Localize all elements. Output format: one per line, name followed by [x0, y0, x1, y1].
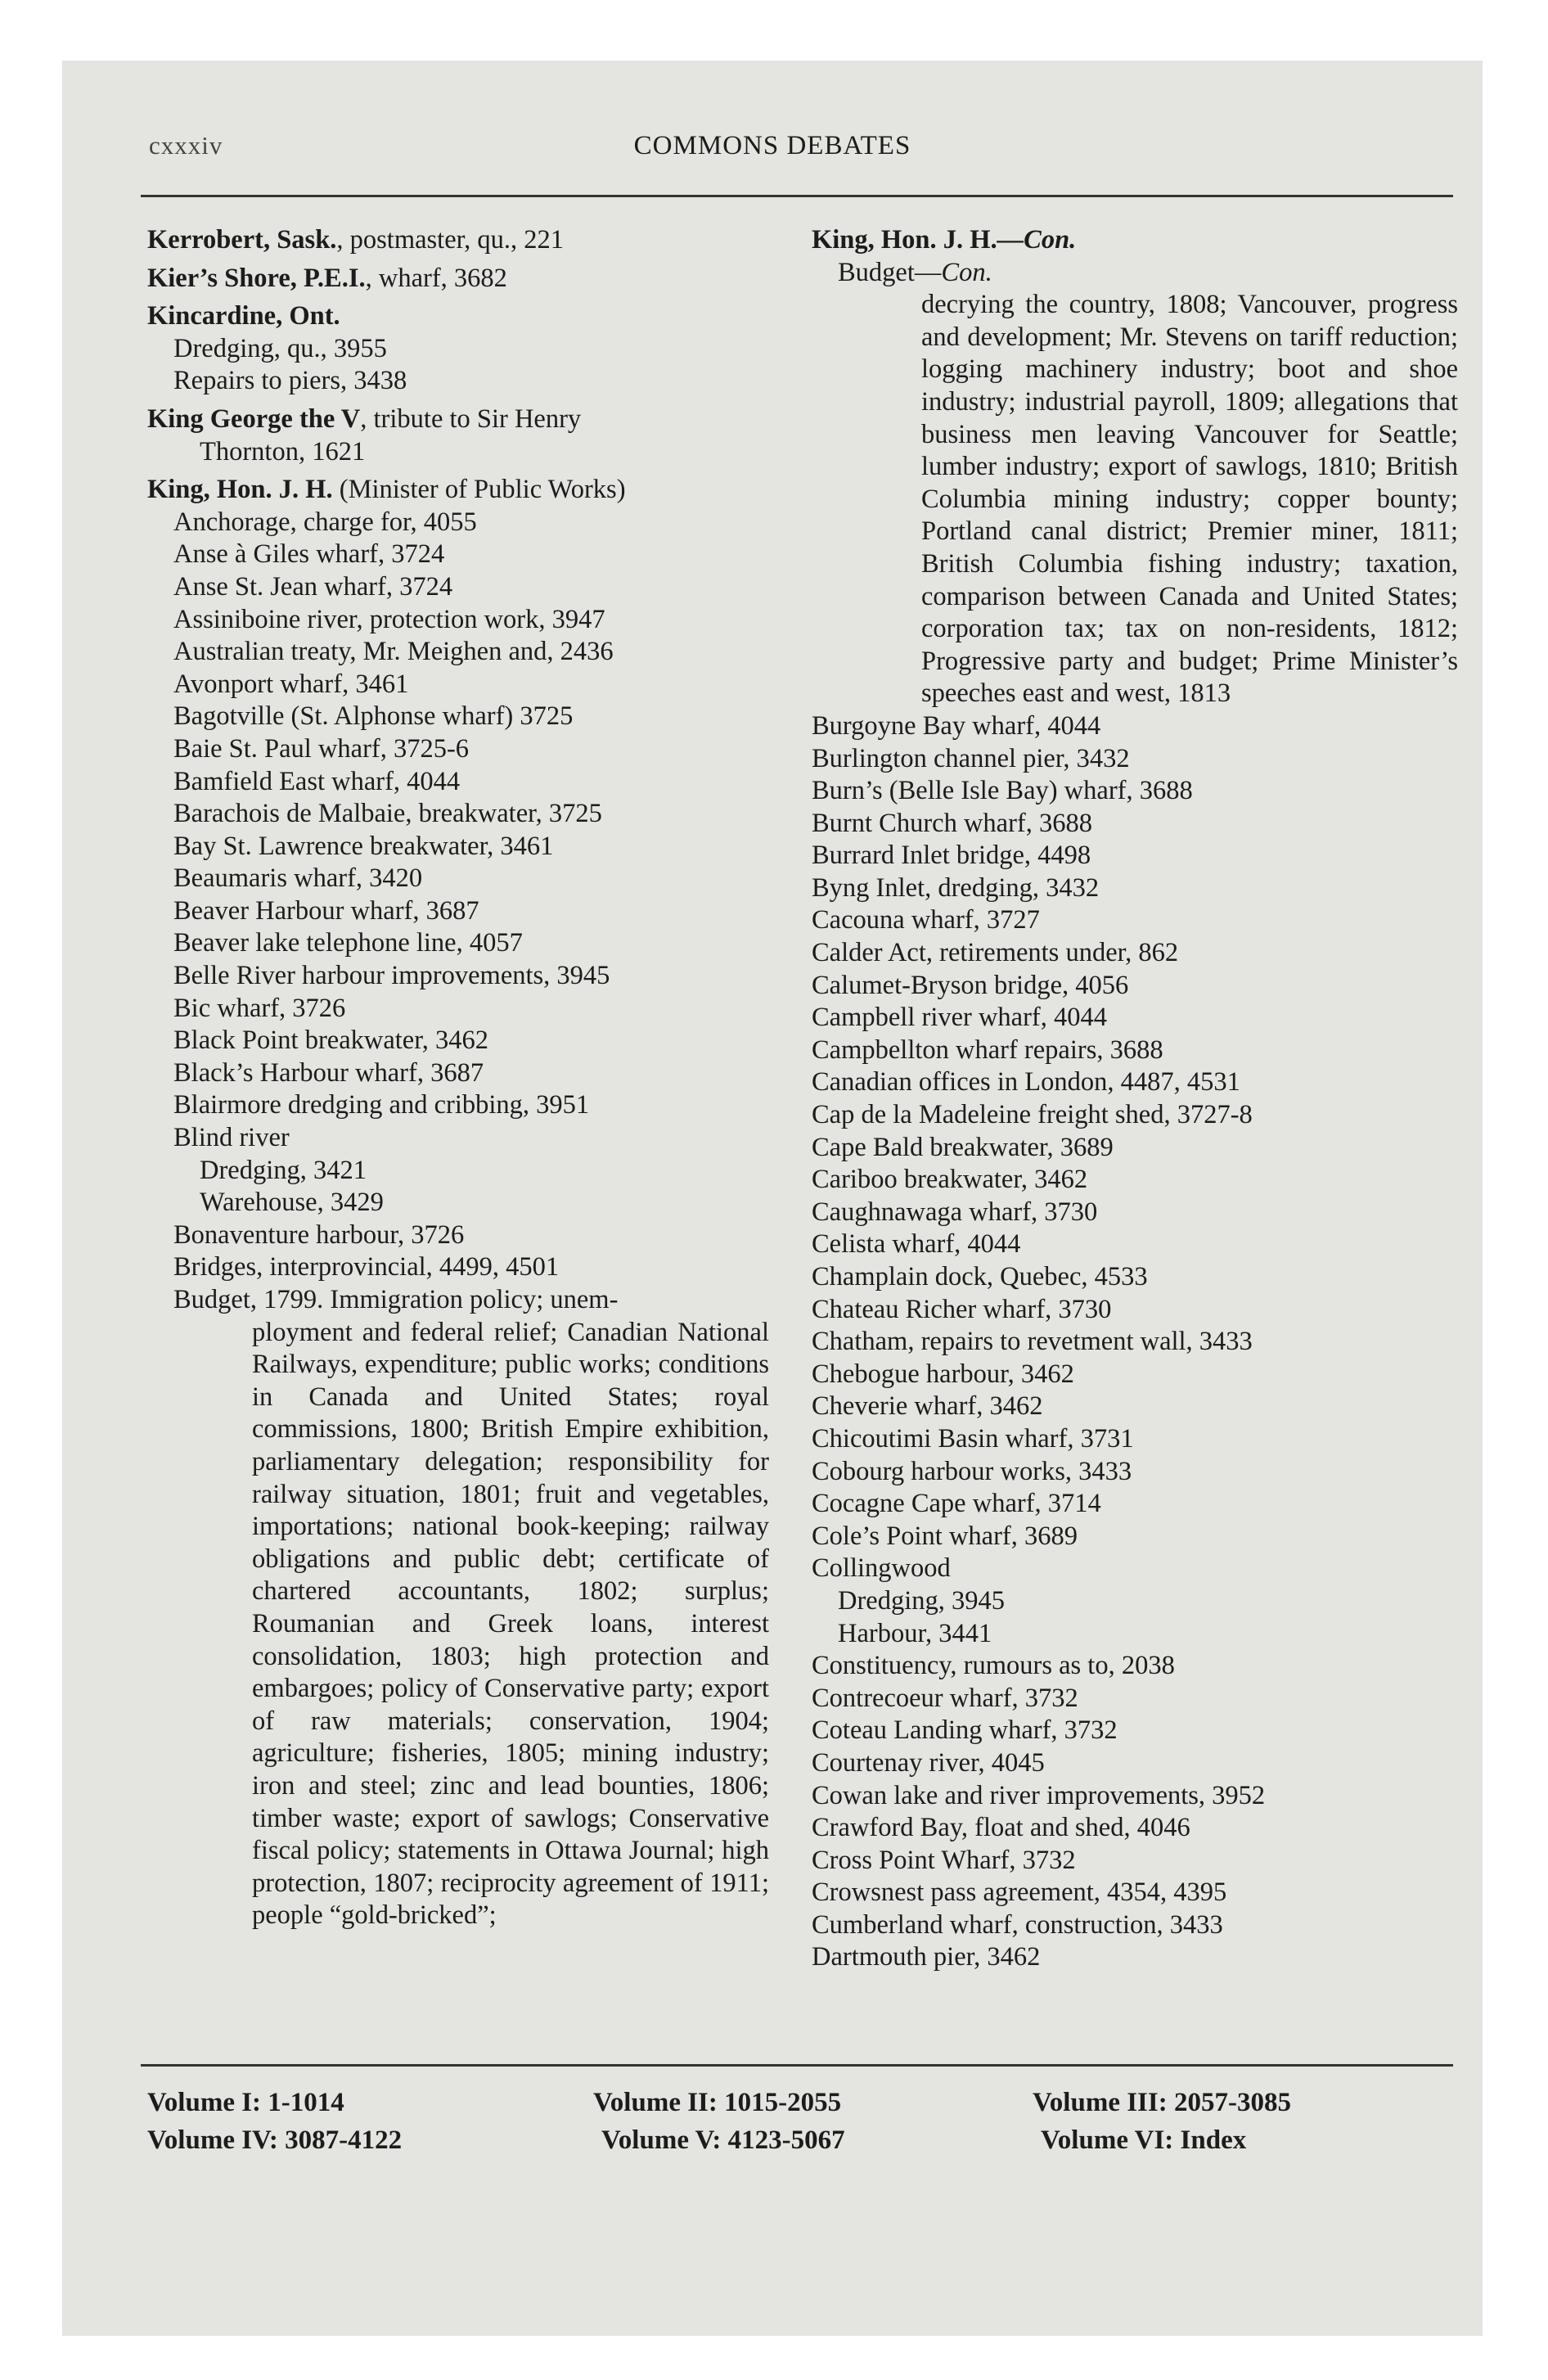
- index-subentry: Beaver lake telephone line, 4057: [173, 928, 523, 958]
- index-subentry: Baie St. Paul wharf, 3725-6: [173, 733, 470, 764]
- entry-heading: King, Hon. J. H.: [147, 475, 333, 505]
- index-subentry: Bic wharf, 3726: [173, 993, 346, 1023]
- index-subentry: Budget, 1799. Immigration policy; unem-: [173, 1285, 619, 1314]
- volume-range: Volume V: 4123-5067: [601, 2125, 845, 2155]
- index-subentry: Blind river: [173, 1123, 290, 1153]
- index-entry: Canadian offices in London, 4487, 4531: [812, 1067, 1240, 1098]
- index-entry: Burlington channel pier, 3432: [812, 743, 1130, 773]
- index-subentry: Anchorage, charge for, 4055: [173, 507, 477, 537]
- index-entry: Cowan lake and river improvements, 3952: [812, 1780, 1266, 1810]
- index-entry: Burn’s (Belle Isle Bay) wharf, 3688: [812, 776, 1193, 806]
- index-entry: Cumberland wharf, construction, 3433: [812, 1909, 1223, 1940]
- index-entry: Crawford Bay, float and shed, 4046: [812, 1813, 1190, 1843]
- index-subentry: Black Point breakwater, 3462: [173, 1025, 488, 1056]
- index-entry: Celista wharf, 4044: [812, 1229, 1021, 1260]
- index-subentry: Anse à Giles wharf, 3724: [173, 539, 445, 570]
- index-subsubentry: Dredging, 3421: [200, 1155, 367, 1185]
- entry-heading: Kerrobert, Sask.: [147, 225, 337, 255]
- index-subentry: Harbour, 3441: [838, 1618, 992, 1648]
- entry-text: , wharf, 3682: [365, 263, 507, 293]
- index-entry: Chebogue harbour, 3462: [812, 1359, 1074, 1389]
- continued-marker: Con.: [941, 257, 992, 287]
- footer-rule: [141, 2064, 1453, 2067]
- index-entry: Burgoyne Bay wharf, 4044: [812, 710, 1101, 741]
- entry-heading: King George the V: [147, 403, 361, 434]
- index-entry: Contrecoeur wharf, 3732: [812, 1683, 1078, 1713]
- index-entry: Campbell river wharf, 4044: [812, 1003, 1108, 1033]
- index-subentry: Anse St. Jean wharf, 3724: [173, 571, 453, 602]
- index-entry: [147, 403, 769, 436]
- index-subentry: Bridges, interprovincial, 4499, 4501: [173, 1252, 560, 1282]
- page-title: COMMONS DEBATES: [633, 131, 911, 160]
- index-subentry: Bonaventure harbour, 3726: [173, 1219, 465, 1250]
- entry-text: Budget—: [838, 257, 942, 287]
- volume-range: Volume IV: 3087-4122: [147, 2125, 403, 2155]
- index-subentry: Avonport wharf, 3461: [173, 669, 409, 699]
- header-rule: [141, 195, 1453, 197]
- index-entry: Burnt Church wharf, 3688: [812, 808, 1092, 838]
- entry-text: , tribute to Sir Henry: [360, 403, 582, 434]
- index-subentry: Repairs to piers, 3438: [173, 366, 407, 396]
- index-entry: Cariboo breakwater, 3462: [812, 1165, 1088, 1195]
- index-entry: Chicoutimi Basin wharf, 3731: [812, 1423, 1134, 1454]
- budget-continued-text: decrying the country, 1808; Vancouver, progress and development; Mr. Stevens on tariff reduction; logging machinery industry; boot and shoe industry; industrial payroll, 1809; allegations that business men leaving Vancouver for Seattle; lumber industry; export of sawlogs, 1810; British Columbia mining industry; copper bounty; Portland canal district; Premier miner, 1811; British Columbia fishing industry; taxation, comparison between Canada and United States; corporation tax; tax on non-residents, 1812; Progressive party and budget; Prime Minister’s speeches east and west, 1813: [921, 290, 1458, 709]
- index-entry: Byng Inlet, dredging, 3432: [812, 872, 1100, 903]
- index-entry: Collingwood: [812, 1553, 951, 1584]
- index-columns: [147, 224, 1456, 2058]
- index-entry: Cacouna wharf, 3727: [812, 905, 1040, 935]
- index-subentry: Barachois de Malbaie, breakwater, 3725: [173, 799, 602, 829]
- index-entry: Calder Act, retirements under, 862: [812, 938, 1179, 968]
- page-number: cxxxiv: [149, 131, 223, 160]
- index-entry: Calumet-Bryson bridge, 4056: [812, 970, 1129, 1000]
- index-entry: Cape Bald breakwater, 3689: [812, 1132, 1114, 1162]
- index-subentry: Australian treaty, Mr. Meighen and, 2436: [173, 637, 614, 667]
- index-entry: [147, 224, 769, 257]
- index-continuation: Thornton, 1621: [200, 436, 366, 467]
- entry-text: (Minister of Public Works): [332, 475, 626, 505]
- index-subentry: Bay St. Lawrence breakwater, 3461: [173, 831, 554, 861]
- index-entry: Cobourg harbour works, 3433: [812, 1456, 1132, 1486]
- index-entry: Dartmouth pier, 3462: [812, 1942, 1041, 1972]
- index-subentry: Beaver Harbour wharf, 3687: [173, 895, 479, 926]
- index-entry: Cocagne Cape wharf, 3714: [812, 1489, 1101, 1519]
- index-entry: Cole’s Point wharf, 3689: [812, 1521, 1078, 1551]
- index-subentry: Dredging, 3945: [838, 1585, 1005, 1616]
- index-entry: Chatham, repairs to revetment wall, 3433: [812, 1327, 1253, 1357]
- left-column: [147, 224, 769, 1932]
- index-entry: Chateau Richer wharf, 3730: [812, 1294, 1112, 1324]
- index-subentry: Bamfield East wharf, 4044: [173, 766, 461, 796]
- index-subentry: Belle River harbour improvements, 3945: [173, 961, 610, 991]
- index-entry: [147, 474, 769, 507]
- index-subsubentry: Warehouse, 3429: [200, 1188, 384, 1218]
- right-column: [812, 224, 1458, 1974]
- entry-heading: Kier’s Shore, P.E.I.: [147, 263, 366, 293]
- index-subentry: Assiniboine river, protection work, 3947: [173, 604, 605, 634]
- index-entry: Constituency, rumours as to, 2038: [812, 1651, 1175, 1681]
- index-entry: [147, 263, 769, 295]
- volume-range: Volume VI: Index: [1041, 2125, 1247, 2155]
- index-entry: Cap de la Madeleine freight shed, 3727-8: [812, 1100, 1253, 1130]
- index-entry: Kincardine, Ont.: [147, 301, 340, 331]
- index-entry: Cheverie wharf, 3462: [812, 1391, 1043, 1422]
- index-subentry: Bagotville (St. Alphonse wharf) 3725: [173, 701, 574, 732]
- index-entry: [812, 224, 1458, 257]
- index-entry: Burrard Inlet bridge, 4498: [812, 841, 1091, 871]
- index-subentry: Beaumaris wharf, 3420: [173, 863, 423, 894]
- index-subentry: Blairmore dredging and cribbing, 3951: [173, 1090, 590, 1120]
- scanned-page: [62, 61, 1483, 2336]
- index-entry: Campbellton wharf repairs, 3688: [812, 1034, 1163, 1065]
- index-subentry: [812, 257, 1458, 290]
- index-entry: Cross Point Wharf, 3732: [812, 1845, 1076, 1875]
- continued-marker: —Con.: [997, 225, 1077, 255]
- volume-range: Volume I: 1-1014: [147, 2088, 344, 2117]
- index-subentry: Dredging, qu., 3955: [173, 333, 387, 363]
- index-entry: Caughnawaga wharf, 3730: [812, 1197, 1098, 1227]
- index-entry: Champlain dock, Quebec, 4533: [812, 1262, 1148, 1291]
- volume-range: Volume III: 2057-3085: [1033, 2088, 1291, 2117]
- index-entry: Coteau Landing wharf, 3732: [812, 1715, 1118, 1746]
- index-entry: Crowsnest pass agreement, 4354, 4395: [812, 1877, 1227, 1908]
- volume-range: Volume II: 1015-2055: [593, 2088, 842, 2117]
- entry-heading: King, Hon. J. H.: [812, 225, 997, 255]
- entry-text: , postmaster, qu., 221: [336, 225, 565, 255]
- index-entry: Courtenay river, 4045: [812, 1747, 1045, 1778]
- budget-text-block: ployment and federal relief; Canadian National Railways, expenditure; public works; conditions in Canada and United States; royal commissions, 1800; British Empire exhibition, parliamentary delegation; responsibility for railway situation, 1801; fruit and vegetables, importations; national book-keeping; railway obligations and public debt; certificate of chartered accountants, 1802; surplus; Roumanian and Greek loans, interest consolidation, 1803; high protection and embargoes; policy of Conservative party; export of raw materials; conservation, 1904; agriculture; fisheries, 1805; mining industry; iron and steel; zinc and lead bounties, 1806; timber waste; export of sawlogs; Conservative fiscal policy; statements in Ottawa Journal; high protection, 1807; reciprocity agreement of 1911; people “gold-bricked”;: [252, 1317, 769, 1931]
- index-subentry: Black’s Harbour wharf, 3687: [173, 1057, 484, 1088]
